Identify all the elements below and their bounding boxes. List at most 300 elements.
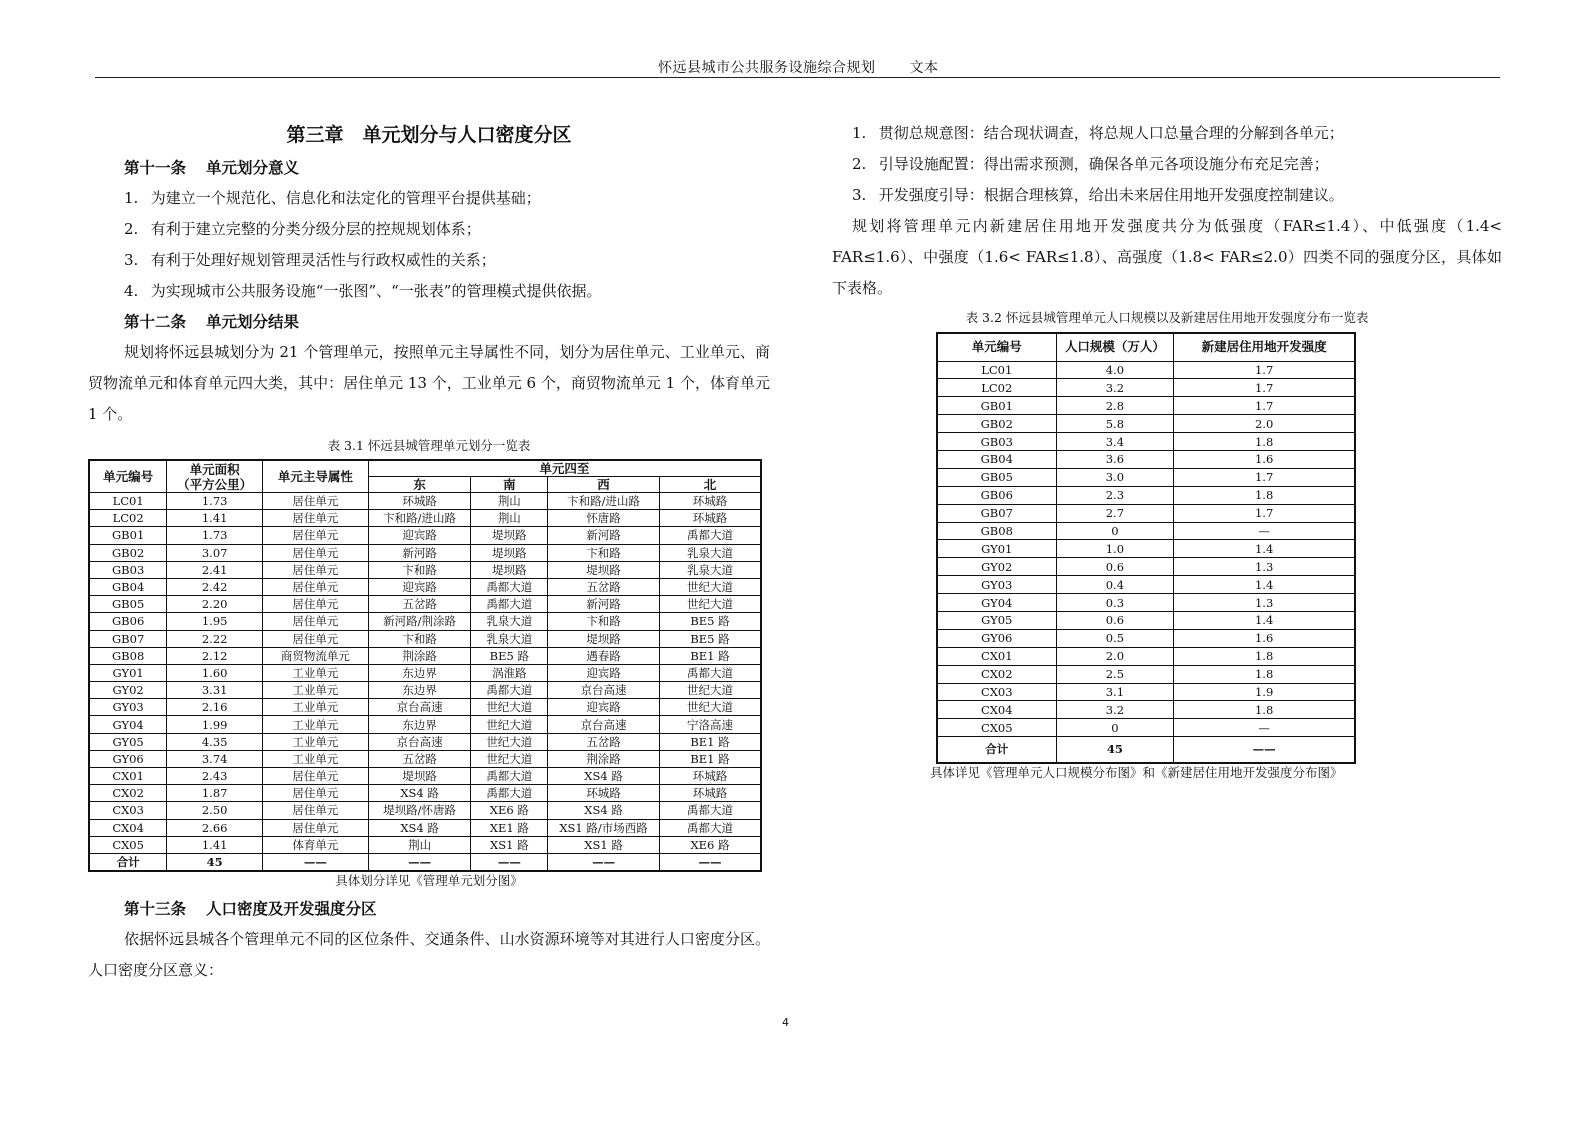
table-1-note: 具体划分详见《管理单元划分图》 xyxy=(335,872,523,888)
table-cell: 居住单元 xyxy=(263,493,369,510)
table-cell: 2.12 xyxy=(167,647,263,664)
table-cell: GB04 xyxy=(937,450,1056,468)
table-cell: GY06 xyxy=(937,629,1056,647)
table-row xyxy=(937,576,1355,594)
table-cell: GB02 xyxy=(937,415,1056,433)
table-cell: 世纪大道 xyxy=(659,699,761,716)
table-cell: 环城路 xyxy=(659,768,761,785)
table-cell: CX01 xyxy=(937,647,1056,665)
header-west: 西 xyxy=(548,477,660,493)
table-cell: 商贸物流单元 xyxy=(263,647,369,664)
table-cell: 1.73 xyxy=(167,493,263,510)
table-cell: 荆山 xyxy=(471,493,548,510)
header-doc-type: 文本 xyxy=(909,60,939,76)
table-cell: 1.7 xyxy=(1174,397,1355,415)
list-item xyxy=(832,149,1502,180)
table-row xyxy=(937,397,1355,415)
table-cell: 工业单元 xyxy=(263,733,369,750)
table-total-cell: 合计 xyxy=(89,853,167,871)
table-cell: 世纪大道 xyxy=(471,750,548,767)
table-row xyxy=(937,522,1355,540)
table-row xyxy=(89,630,761,647)
table-cell: GY05 xyxy=(937,611,1056,629)
table-cell: 3.0 xyxy=(1056,468,1174,486)
table-cell: GB08 xyxy=(937,522,1056,540)
header-east: 东 xyxy=(368,477,471,493)
item-text: 引导设施配置：得出需求预测，确保各单元各项设施分布充足完善； xyxy=(878,155,1329,173)
table-cell: 工业单元 xyxy=(263,750,369,767)
list-item xyxy=(832,118,1502,149)
table-cell: 卞和路 xyxy=(368,630,471,647)
table-cell: 2.41 xyxy=(167,561,263,578)
item-number: 2. xyxy=(852,155,867,173)
table-row xyxy=(89,493,761,510)
table-cell: GB06 xyxy=(937,486,1056,504)
table-total-cell: 合计 xyxy=(937,737,1056,763)
unit-division-table xyxy=(88,459,762,872)
table-total-row xyxy=(89,853,761,871)
table-cell: 新河路 xyxy=(368,544,471,561)
unit-division-table-body xyxy=(89,493,761,871)
table-cell: 居住单元 xyxy=(263,785,369,802)
table-cell: — xyxy=(1174,522,1355,540)
item-text: 有利于处理好规划管理灵活性与行政权威性的关系； xyxy=(150,251,496,269)
table-cell: GY03 xyxy=(89,699,167,716)
table-row xyxy=(937,486,1355,504)
table-row xyxy=(89,596,761,613)
table-cell: 1.7 xyxy=(1174,468,1355,486)
table-cell: 0 xyxy=(1056,719,1174,737)
table-cell: 乳泉大道 xyxy=(659,561,761,578)
article-13-heading xyxy=(124,894,770,924)
table-cell: 3.6 xyxy=(1056,450,1174,468)
table-cell: 1.6 xyxy=(1174,629,1355,647)
table-cell: 新河路 xyxy=(548,596,660,613)
table-cell: XE1 路 xyxy=(471,819,548,836)
table-cell: XE6 路 xyxy=(659,836,761,853)
table-cell: 1.8 xyxy=(1174,486,1355,504)
table-cell: 1.3 xyxy=(1174,594,1355,612)
list-item xyxy=(88,214,770,245)
table-cell: GB01 xyxy=(89,527,167,544)
table-row xyxy=(89,664,761,681)
table-cell: 1.7 xyxy=(1174,504,1355,522)
table-cell: 五岔路 xyxy=(548,578,660,595)
table-cell: BE5 路 xyxy=(659,613,761,630)
table-cell: 世纪大道 xyxy=(471,699,548,716)
table-cell: 1.73 xyxy=(167,527,263,544)
table-cell: GY02 xyxy=(89,682,167,699)
table-cell: 堤坝路 xyxy=(368,768,471,785)
table-row xyxy=(89,527,761,544)
table-cell: 0 xyxy=(1056,522,1174,540)
table-cell: 4.35 xyxy=(167,733,263,750)
table-cell: 京台高速 xyxy=(368,733,471,750)
article-number: 第十三条 xyxy=(124,898,187,918)
table-cell: 迎宾路 xyxy=(548,699,660,716)
table-cell: 居住单元 xyxy=(263,596,369,613)
table-cell: 堤坝路 xyxy=(548,561,660,578)
table-cell: CX04 xyxy=(937,701,1056,719)
table-row xyxy=(937,379,1355,397)
table-cell: 堤坝路 xyxy=(471,561,548,578)
table-cell: 京台高速 xyxy=(548,716,660,733)
table-cell: 居住单元 xyxy=(263,527,369,544)
table-row xyxy=(937,450,1355,468)
table-cell: 居住单元 xyxy=(263,561,369,578)
table-cell: 工业单元 xyxy=(263,664,369,681)
table-cell: 堤坝路 xyxy=(548,630,660,647)
page-number: 4 xyxy=(782,1016,789,1029)
table-cell: 3.07 xyxy=(167,544,263,561)
table-cell: 3.2 xyxy=(1056,701,1174,719)
table-cell: 1.6 xyxy=(1174,450,1355,468)
table-total-cell: —— xyxy=(1174,737,1355,763)
table-cell: 堤坝路 xyxy=(471,527,548,544)
table-cell: 世纪大道 xyxy=(471,716,548,733)
item-text: 为实现城市公共服务设施“一张图”、“一张表”的管理模式提供依据。 xyxy=(150,282,602,300)
table-cell: 1.8 xyxy=(1174,701,1355,719)
table-total-cell: —— xyxy=(548,853,660,871)
item-number: 2. xyxy=(124,220,139,238)
table-cell: 2.20 xyxy=(167,596,263,613)
table-cell: 1.8 xyxy=(1174,433,1355,451)
table-cell: 禹都大道 xyxy=(471,682,548,699)
chapter-title: 第三章 单元划分与人口密度分区 xyxy=(286,124,572,146)
table-row xyxy=(937,701,1355,719)
table-cell: LC01 xyxy=(89,493,167,510)
table-cell: 0.6 xyxy=(1056,558,1174,576)
table-cell: 迎宾路 xyxy=(548,664,660,681)
article-13-paragraph: 依据怀远县城各个管理单元不同的区位条件、交通条件、山水资源环境等对其进行人口密度分区。人口密度分区意义： xyxy=(88,929,770,979)
table-row xyxy=(89,647,761,664)
table-cell: 1.9 xyxy=(1174,683,1355,701)
table-cell: GB01 xyxy=(937,397,1056,415)
table-cell: 卞和路/进山路 xyxy=(368,510,471,527)
table-row xyxy=(89,733,761,750)
table-cell: 乳泉大道 xyxy=(471,630,548,647)
table-cell: 1.99 xyxy=(167,716,263,733)
table-cell: 东边界 xyxy=(368,682,471,699)
intensity-paragraph: 规划将管理单元内新建居住用地开发强度共分为低强度（FAR≤1.4）、中低强度（1.4< FAR≤1.6）、中强度（1.6< FAR≤1.8）、高强度（1.8< FAR≤2.0）四类不同的强度分区，具体如下表格。 xyxy=(832,217,1502,297)
table-row xyxy=(89,819,761,836)
table-cell: 3.4 xyxy=(1056,433,1174,451)
table-cell: GB02 xyxy=(89,544,167,561)
table-cell: GB08 xyxy=(89,647,167,664)
table-cell: 工业单元 xyxy=(263,716,369,733)
table-cell: GY04 xyxy=(937,594,1056,612)
table-cell: 新河路/荆涂路 xyxy=(368,613,471,630)
right-column xyxy=(832,118,1502,782)
table-row xyxy=(937,719,1355,737)
table-cell: 2.7 xyxy=(1056,504,1174,522)
table-cell: 2.66 xyxy=(167,819,263,836)
table-2-note: 具体详见《管理单元人口规模分布图》和《新建居住用地开发强度分布图》 xyxy=(930,764,1343,780)
table-row xyxy=(937,594,1355,612)
header-population: 人口规模（万人） xyxy=(1056,333,1174,361)
header-south: 南 xyxy=(471,477,548,493)
table-row xyxy=(89,802,761,819)
table-cell: 世纪大道 xyxy=(471,733,548,750)
table-cell: 涡淮路 xyxy=(471,664,548,681)
item-number: 1. xyxy=(852,124,867,142)
table-total-cell: 45 xyxy=(1056,737,1174,763)
table-cell: 1.3 xyxy=(1174,558,1355,576)
table-cell: 东边界 xyxy=(368,716,471,733)
table-cell: 荆涂路 xyxy=(548,750,660,767)
item-text: 贯彻总规意图：结合现状调查，将总规人口总量合理的分解到各单元； xyxy=(878,124,1344,142)
header-unit-area xyxy=(167,460,263,493)
table-cell: GB05 xyxy=(937,468,1056,486)
table-cell: 2.43 xyxy=(167,768,263,785)
table-row xyxy=(937,647,1355,665)
table-row xyxy=(89,836,761,853)
table-cell: 1.95 xyxy=(167,613,263,630)
table-cell: 1.41 xyxy=(167,836,263,853)
table-row xyxy=(89,578,761,595)
article-number: 第十二条 xyxy=(124,312,187,331)
table-cell: — xyxy=(1174,719,1355,737)
table-cell: 世纪大道 xyxy=(659,682,761,699)
table-cell: 卞和路/进山路 xyxy=(548,493,660,510)
table-cell: 环城路 xyxy=(548,785,660,802)
table-cell: 居住单元 xyxy=(263,544,369,561)
table-cell: 堤坝路/怀唐路 xyxy=(368,802,471,819)
list-item xyxy=(88,276,770,307)
table-cell: CX05 xyxy=(89,836,167,853)
article-title: 单元划分意义 xyxy=(206,158,300,177)
table-cell: 居住单元 xyxy=(263,819,369,836)
table-cell: 五岔路 xyxy=(368,596,471,613)
article-11-heading xyxy=(124,153,770,183)
header-text xyxy=(658,57,939,77)
table-cell: CX01 xyxy=(89,768,167,785)
table-cell: 1.8 xyxy=(1174,647,1355,665)
table-cell: 世纪大道 xyxy=(659,578,761,595)
table-cell: XS1 路 xyxy=(548,836,660,853)
table-cell: 禹都大道 xyxy=(471,578,548,595)
table-2-caption: 表 3.2 怀远县城管理单元人口规模以及新建居住用地开发强度分布一览表 xyxy=(965,310,1369,325)
table-cell: 1.0 xyxy=(1056,540,1174,558)
table-row xyxy=(937,433,1355,451)
table-cell: 居住单元 xyxy=(263,578,369,595)
table-cell: 环城路 xyxy=(368,493,471,510)
table-total-row xyxy=(937,737,1355,763)
table-cell: 荆涂路 xyxy=(368,647,471,664)
table-cell: GB03 xyxy=(89,561,167,578)
table-cell: 禹都大道 xyxy=(659,802,761,819)
table-cell: 2.3 xyxy=(1056,486,1174,504)
article-11-items xyxy=(88,183,770,307)
table-cell: XS4 路 xyxy=(548,802,660,819)
table-row xyxy=(89,510,761,527)
table-cell: 宁洛高速 xyxy=(659,716,761,733)
table-row xyxy=(937,540,1355,558)
table-cell: 1.4 xyxy=(1174,540,1355,558)
table-cell: 工业单元 xyxy=(263,699,369,716)
table-cell: 禹都大道 xyxy=(471,768,548,785)
table-cell: XE6 路 xyxy=(471,802,548,819)
table-cell: BE5 路 xyxy=(659,630,761,647)
table-cell: 禹都大道 xyxy=(471,785,548,802)
table-row xyxy=(937,361,1355,379)
table-cell: 1.4 xyxy=(1174,611,1355,629)
table-cell: 0.5 xyxy=(1056,629,1174,647)
table-cell: 环城路 xyxy=(659,493,761,510)
table-cell: 1.8 xyxy=(1174,665,1355,683)
table-cell: 5.8 xyxy=(1056,415,1174,433)
article-title: 人口密度及开发强度分区 xyxy=(206,898,377,918)
list-item xyxy=(88,245,770,276)
table-cell: 0.6 xyxy=(1056,611,1174,629)
table-cell: 2.22 xyxy=(167,630,263,647)
table-cell: LC02 xyxy=(89,510,167,527)
table-cell: 3.31 xyxy=(167,682,263,699)
table-row xyxy=(89,699,761,716)
page-header xyxy=(95,56,1500,78)
table-cell: 0.4 xyxy=(1056,576,1174,594)
table-cell: CX03 xyxy=(89,802,167,819)
table-cell: GY06 xyxy=(89,750,167,767)
table-cell: 2.16 xyxy=(167,699,263,716)
article-title: 单元划分结果 xyxy=(206,312,300,331)
table-row xyxy=(937,468,1355,486)
table-cell: GY01 xyxy=(937,540,1056,558)
table-total-cell: —— xyxy=(263,853,369,871)
table-cell: 4.0 xyxy=(1056,361,1174,379)
table-cell: 京台高速 xyxy=(548,682,660,699)
table-cell: 环城路 xyxy=(659,785,761,802)
table-cell: GB07 xyxy=(937,504,1056,522)
table-cell: BE1 路 xyxy=(659,647,761,664)
item-number: 3. xyxy=(852,186,867,204)
table-cell: 新河路 xyxy=(548,527,660,544)
table-total-cell: —— xyxy=(471,853,548,871)
table-cell: 居住单元 xyxy=(263,613,369,630)
table-cell: 堤坝路 xyxy=(471,544,548,561)
table-row xyxy=(937,415,1355,433)
table-cell: CX03 xyxy=(937,683,1056,701)
table-cell: 2.5 xyxy=(1056,665,1174,683)
table-cell: 怀唐路 xyxy=(548,510,660,527)
table-cell: GB03 xyxy=(937,433,1056,451)
table-cell: 京台高速 xyxy=(368,699,471,716)
table-cell: 五岔路 xyxy=(368,750,471,767)
population-intensity-table-body xyxy=(937,361,1355,763)
table-cell: GY05 xyxy=(89,733,167,750)
table-cell: 居住单元 xyxy=(263,802,369,819)
table-total-cell: —— xyxy=(368,853,471,871)
table-row xyxy=(89,716,761,733)
table-cell: 迎宾路 xyxy=(368,527,471,544)
table-cell: 2.0 xyxy=(1056,647,1174,665)
header-north: 北 xyxy=(659,477,761,493)
table-total-cell: 45 xyxy=(167,853,263,871)
table-cell: 荆山 xyxy=(368,836,471,853)
table-cell: CX02 xyxy=(937,665,1056,683)
table-cell: 乳泉大道 xyxy=(471,613,548,630)
table-cell: 2.50 xyxy=(167,802,263,819)
table-row xyxy=(937,558,1355,576)
table-cell: 3.74 xyxy=(167,750,263,767)
list-item xyxy=(88,183,770,214)
list-item xyxy=(832,180,1502,211)
article-number: 第十一条 xyxy=(124,158,187,177)
table-cell: XS4 路 xyxy=(368,785,471,802)
table-cell: 0.3 xyxy=(1056,594,1174,612)
population-intensity-table xyxy=(936,332,1356,764)
table-cell: LC02 xyxy=(937,379,1056,397)
table-total-cell: —— xyxy=(659,853,761,871)
table-row xyxy=(937,629,1355,647)
table-cell: BE1 路 xyxy=(659,750,761,767)
table-cell: GY04 xyxy=(89,716,167,733)
table-cell: 世纪大道 xyxy=(659,596,761,613)
table-cell: XS1 路/市场西路 xyxy=(548,819,660,836)
left-column xyxy=(88,118,770,986)
table-cell: LC01 xyxy=(937,361,1056,379)
table-cell: 荆山 xyxy=(471,510,548,527)
header-area-unit: （平方公里） xyxy=(177,476,253,492)
header-area-label: 单元面积 xyxy=(189,461,240,477)
item-text: 有利于建立完整的分类分级分层的控规规划体系； xyxy=(150,220,481,238)
table-cell: GB06 xyxy=(89,613,167,630)
table-cell: GY01 xyxy=(89,664,167,681)
table-cell: 1.7 xyxy=(1174,379,1355,397)
table-cell: 禹都大道 xyxy=(659,819,761,836)
table-cell: 环城路 xyxy=(659,510,761,527)
article-12-paragraph: 规划将怀远县城划分为 21 个管理单元，按照单元主导属性不同，划分为居住单元、工业单元、商贸物流单元和体育单元四大类，其中：居住单元 13 个，工业单元 6 个，商贸物流单元 1 个，体育单元 1 个。 xyxy=(88,343,770,423)
article-12-heading xyxy=(124,307,770,337)
table-cell: GB04 xyxy=(89,578,167,595)
table-cell: 禹都大道 xyxy=(659,664,761,681)
header-intensity: 新建居住用地开发强度 xyxy=(1174,333,1355,361)
table-cell: 遇春路 xyxy=(548,647,660,664)
table-cell: 居住单元 xyxy=(263,510,369,527)
table-cell: 1.41 xyxy=(167,510,263,527)
item-number: 4. xyxy=(124,282,139,300)
header-title: 怀远县城市公共服务设施综合规划 xyxy=(658,60,876,76)
table-row xyxy=(937,665,1355,683)
table-cell: 禹都大道 xyxy=(659,527,761,544)
table-cell: 2.8 xyxy=(1056,397,1174,415)
header-unit-code: 单元编号 xyxy=(89,460,167,493)
table-cell: 3.1 xyxy=(1056,683,1174,701)
table-cell: GY03 xyxy=(937,576,1056,594)
table-row xyxy=(89,544,761,561)
table-cell: CX04 xyxy=(89,819,167,836)
table-cell: 体育单元 xyxy=(263,836,369,853)
table-row xyxy=(937,504,1355,522)
item-number: 3. xyxy=(124,251,139,269)
table-cell: 工业单元 xyxy=(263,682,369,699)
table-cell: GB05 xyxy=(89,596,167,613)
table-row xyxy=(89,768,761,785)
table-cell: 2.0 xyxy=(1174,415,1355,433)
table-cell: GY02 xyxy=(937,558,1056,576)
table-1-caption: 表 3.1 怀远县城管理单元划分一览表 xyxy=(327,438,531,453)
table-cell: XS1 路 xyxy=(471,836,548,853)
table-cell: GB07 xyxy=(89,630,167,647)
table-row xyxy=(89,682,761,699)
table-row xyxy=(89,750,761,767)
table-row xyxy=(937,611,1355,629)
table-cell: 迎宾路 xyxy=(368,578,471,595)
table-row xyxy=(89,785,761,802)
table-cell: 五岔路 xyxy=(548,733,660,750)
table-cell: 1.4 xyxy=(1174,576,1355,594)
table-cell: BE1 路 xyxy=(659,733,761,750)
